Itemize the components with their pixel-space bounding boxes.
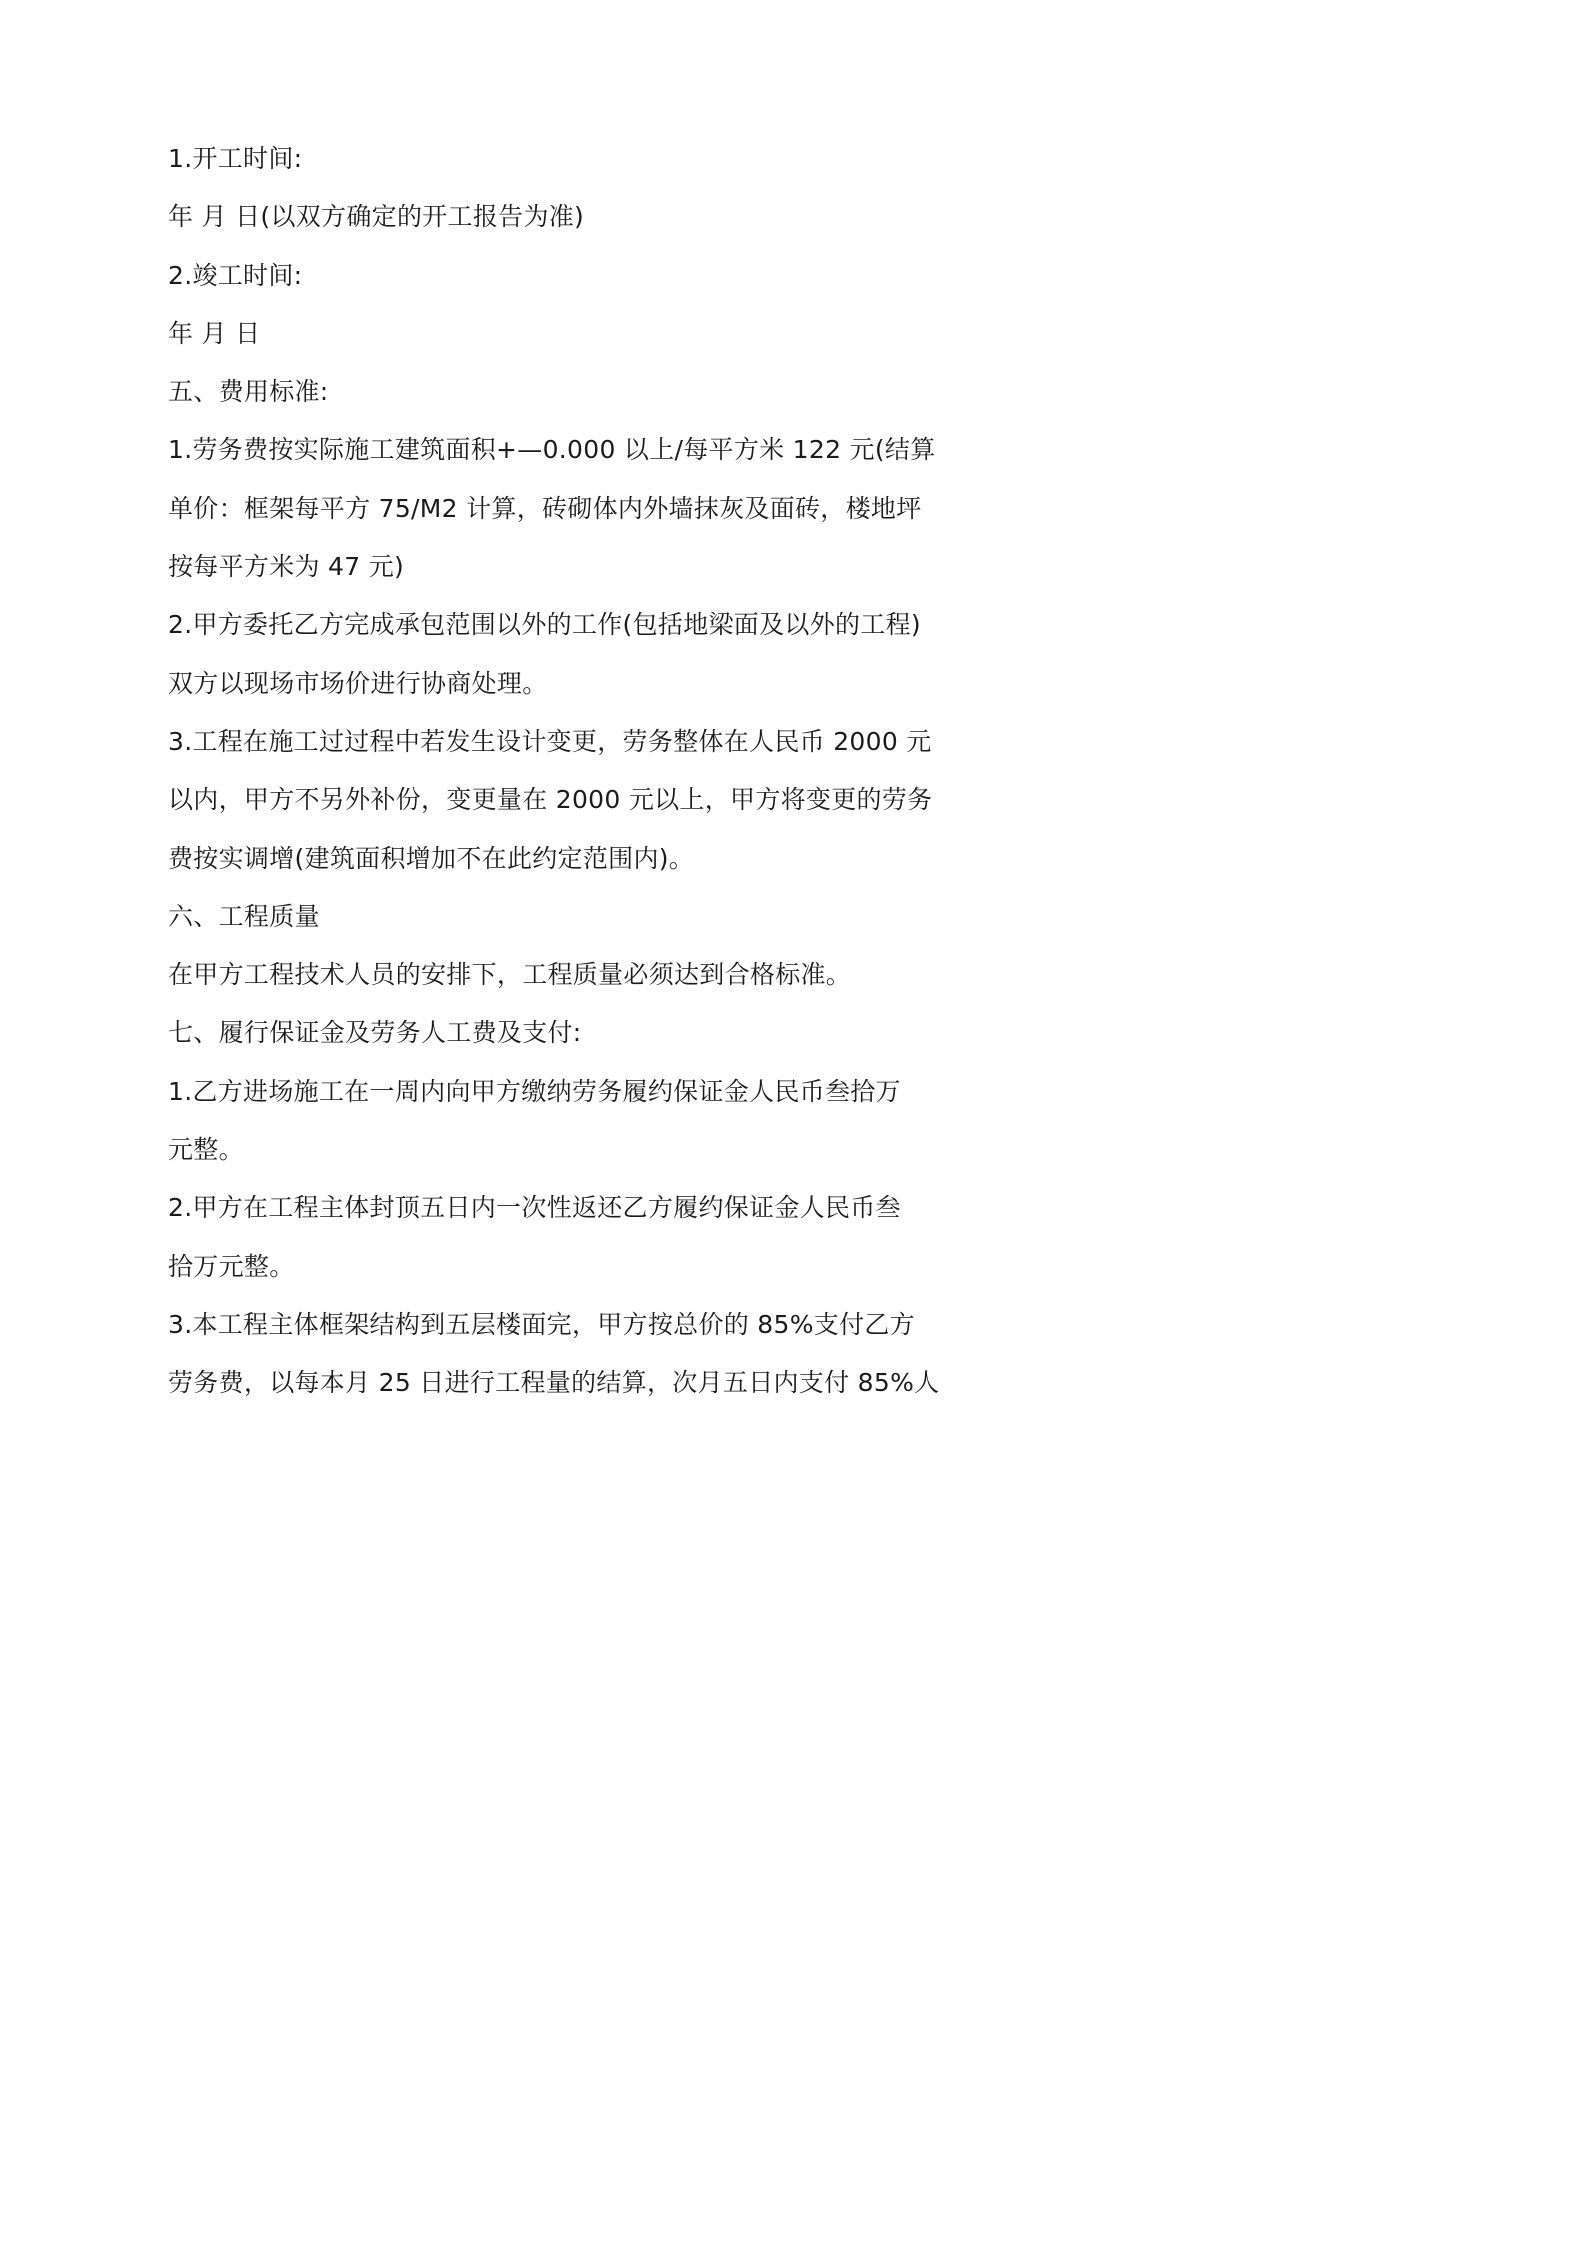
section-heading-deposit-payment: 七、履行保证金及劳务人工费及支付:: [168, 1018, 582, 1048]
completion-time-heading: 2.竣工时间:: [168, 260, 303, 290]
deposit-clause-1-line-1: 1.乙方进场施工在一周内向甲方缴纳劳务履约保证金人民币叁拾万: [168, 1076, 901, 1106]
document-page: [0, 0, 1100, 1556]
deposit-clause-2-line-1: 2.甲方在工程主体封顶五日内一次性返还乙方履约保证金人民币叁: [168, 1193, 901, 1223]
deposit-clause-3-line-1: 3.本工程主体框架结构到五层楼面完，甲方按总价的 85%支付乙方: [168, 1309, 915, 1339]
deposit-clause-2-line-2: 拾万元整。: [168, 1251, 295, 1281]
section-heading-fee-standard: 五、费用标准:: [168, 377, 329, 407]
completion-time-date: 年 月 日: [168, 318, 261, 348]
start-time-date: 年 月 日(以双方确定的开工报告为准): [168, 202, 585, 232]
quality-clause: 在甲方工程技术人员的安排下，工程质量必须达到合格标准。: [168, 960, 852, 990]
section-heading-quality: 六、工程质量: [168, 901, 320, 931]
fee-clause-1-line-2: 单价：框架每平方 75/M2 计算，砖砌体内外墙抹灰及面砖，楼地坪: [168, 493, 922, 523]
fee-clause-2-line-1: 2.甲方委托乙方完成承包范围以外的工作(包括地梁面及以外的工程): [168, 610, 921, 640]
document-body: [168, 136, 948, 1419]
fee-clause-3-line-1: 3.工程在施工过过程中若发生设计变更，劳务整体在人民币 2000 元: [168, 726, 932, 756]
fee-clause-1-line-3: 按每平方米为 47 元): [168, 552, 405, 582]
fee-clause-1-line-1: 1.劳务费按实际施工建筑面积+—0.000 以上/每平方米 122 元(结算: [168, 435, 936, 465]
deposit-clause-3-line-2: 劳务费，以每本月 25 日进行工程量的结算，次月五日内支付 85%人: [168, 1368, 940, 1398]
fee-clause-3-line-2: 以内，甲方不另外补份，变更量在 2000 元以上，甲方将变更的劳务: [168, 785, 933, 815]
deposit-clause-1-line-2: 元整。: [168, 1135, 244, 1165]
fee-clause-3-line-3: 费按实调增(建筑面积增加不在此约定范围内)。: [168, 843, 695, 873]
start-time-heading: 1.开工时间:: [168, 144, 303, 173]
fee-clause-2-line-2: 双方以现场市场价进行协商处理。: [168, 668, 548, 698]
